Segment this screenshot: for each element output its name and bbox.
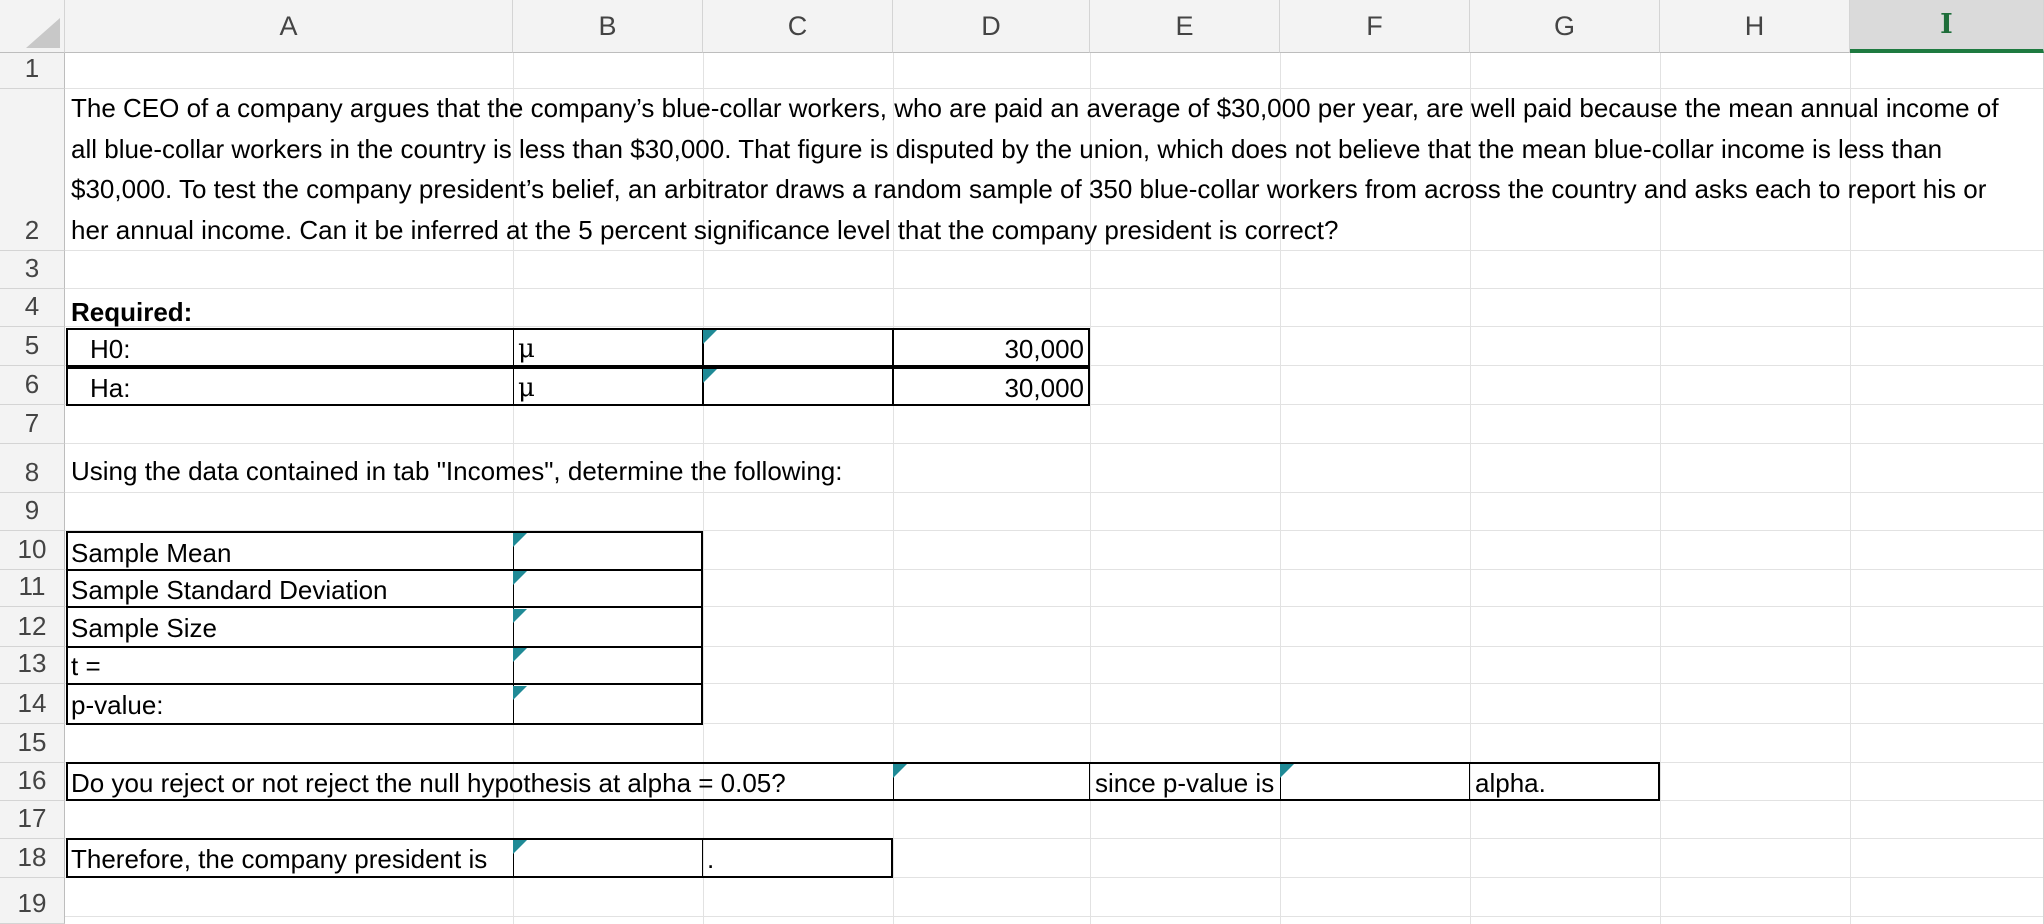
row-header-11[interactable]: 11 <box>0 570 65 607</box>
sample-mean-input[interactable] <box>513 531 703 570</box>
ha-symbol-cell <box>513 367 703 406</box>
input-marker-icon <box>513 840 527 854</box>
row-header-5[interactable]: 5 <box>0 327 65 366</box>
sample-std-input[interactable] <box>513 570 703 607</box>
column-header-c[interactable]: C <box>703 0 893 53</box>
select-all-triangle-icon <box>26 18 60 48</box>
column-header-f[interactable]: F <box>1280 0 1470 53</box>
gridline <box>65 288 2044 289</box>
stat-label-size: Sample Size <box>71 613 217 643</box>
row-header-17[interactable]: 17 <box>0 801 65 839</box>
h0-label: H0: <box>90 334 131 364</box>
h0-mu-symbol: μ <box>518 334 535 364</box>
column-header-a[interactable]: A <box>65 0 513 53</box>
row-header-7[interactable]: 7 <box>0 405 65 444</box>
column-header-h[interactable]: H <box>1660 0 1850 53</box>
row-header-3[interactable]: 3 <box>0 251 65 289</box>
stat-label-t: t = <box>71 651 101 681</box>
row-header-14[interactable]: 14 <box>0 684 65 724</box>
ha-mu-symbol: μ <box>518 373 535 403</box>
problem-text-cell[interactable]: The CEO of a company argues that the company’s blue-collar workers, who are paid an average of $30,000 per year, are well paid because the mean annual income of all blue-collar workers in the country is less than $30,000. That figure is disputed by the union, which does not believe that the mean blue-collar income is less than $30,000. To test the company president’s belief, an arbitrator draws a random sample of 350 blue-collar workers from across the country and asks each to report his or her annual income. Can it be inferred at the 5 percent significance level that the company president is correct? <box>71 93 1999 245</box>
required-label: Required: <box>71 297 193 327</box>
row-header-8[interactable]: 8 <box>0 444 65 493</box>
gridline <box>65 250 2044 251</box>
t-stat-input[interactable] <box>513 647 703 684</box>
column-header-b[interactable]: B <box>513 0 703 53</box>
conclusion-period: . <box>707 844 715 874</box>
row-header-15[interactable]: 15 <box>0 724 65 763</box>
row-header-18[interactable]: 18 <box>0 839 65 878</box>
h0-operator-cell[interactable] <box>703 328 893 367</box>
since-label: since p-value is <box>1095 768 1275 798</box>
comparison-input[interactable] <box>1280 762 1470 801</box>
input-marker-icon <box>513 686 527 700</box>
h0-symbol-cell <box>513 328 703 367</box>
row-header-10[interactable]: 10 <box>0 531 65 570</box>
row-header-16[interactable]: 16 <box>0 763 65 801</box>
input-marker-icon <box>513 648 527 662</box>
column-header-d[interactable]: D <box>893 0 1090 53</box>
input-marker-icon <box>513 533 527 547</box>
conclusion-label: Therefore, the company president is <box>71 844 488 874</box>
column-header-e[interactable]: E <box>1090 0 1280 53</box>
instruction-text: Using the data contained in tab "Incomes", determine the following: <box>71 456 843 486</box>
ha-operator-cell[interactable] <box>703 367 893 406</box>
p-value-input[interactable] <box>513 684 703 725</box>
stat-label-pvalue: p-value: <box>71 690 164 720</box>
row-header-6[interactable]: 6 <box>0 366 65 405</box>
decision-question: Do you reject or not reject the null hypothesis at alpha = 0.05? <box>71 768 786 798</box>
ha-label: Ha: <box>90 373 131 403</box>
input-marker-icon <box>513 609 527 623</box>
gridline <box>65 326 2044 327</box>
h0-value[interactable]: 30,000 <box>1004 334 1084 364</box>
input-marker-icon <box>1280 764 1294 778</box>
input-marker-icon <box>893 764 907 778</box>
select-all-corner[interactable] <box>0 0 65 53</box>
sample-size-input[interactable] <box>513 607 703 647</box>
input-marker-icon <box>703 369 717 383</box>
gridline <box>65 492 2044 493</box>
row-header-12[interactable]: 12 <box>0 607 65 647</box>
column-header-g[interactable]: G <box>1470 0 1660 53</box>
stat-label-std: Sample Standard Deviation <box>71 575 388 605</box>
ha-value[interactable]: 30,000 <box>1004 373 1084 403</box>
row-header-2[interactable]: 2 <box>0 89 65 251</box>
stat-label-mean: Sample Mean <box>71 538 232 568</box>
column-header-i[interactable]: I <box>1850 0 2044 53</box>
input-marker-icon <box>513 571 527 585</box>
alpha-label: alpha. <box>1475 768 1546 798</box>
decision-input[interactable] <box>893 762 1090 801</box>
row-header-1[interactable]: 1 <box>0 53 65 89</box>
row-header-19[interactable]: 19 <box>0 878 65 924</box>
row-header-13[interactable]: 13 <box>0 647 65 684</box>
gridline <box>65 916 2044 917</box>
row-header-9[interactable]: 9 <box>0 493 65 531</box>
table-rule <box>66 683 703 685</box>
input-marker-icon <box>703 330 717 344</box>
gridline <box>65 443 2044 444</box>
row-header-4[interactable]: 4 <box>0 289 65 327</box>
conclusion-input[interactable] <box>513 838 703 878</box>
